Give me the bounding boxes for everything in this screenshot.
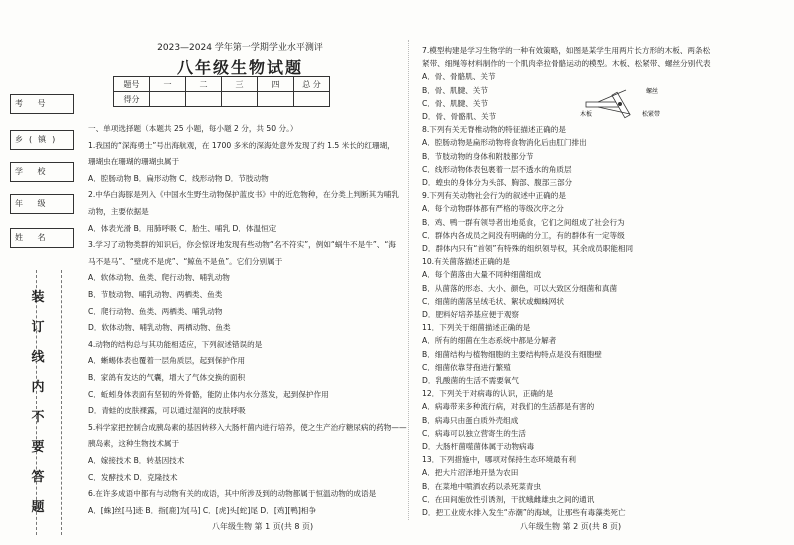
score-cell[interactable] xyxy=(222,92,258,107)
question-line: 11．下列关于细菌描述正确的是 xyxy=(422,323,531,333)
question-line: D．青蛙的皮肤裸露，可以通过湿润的皮肤呼吸 xyxy=(88,406,246,416)
question-line: A．腔肠动物是扁形动物将食物消化后由肛门排出 xyxy=(422,138,587,148)
question-line: A．把大片沼泽地开垦为农田 xyxy=(422,468,519,478)
question-line: 7.模型构建是学习生物学的一种有效策略，如图是某学生用两片长方形的木板、两条松 xyxy=(422,46,711,55)
question-line: C．发酵技术 D．克隆技术 xyxy=(88,472,178,482)
question-line: B．家鸽有发达的气囊，增大了气体交换的面积 xyxy=(88,373,246,382)
question-line: C．细菌的菌落呈绒毛状、絮状或蜘蛛网状 xyxy=(422,296,564,306)
seal-char: 内 xyxy=(31,380,45,395)
grade-label: 年 级 xyxy=(15,199,52,208)
question-line: D．软体动物、哺乳动物、两栖动物、鱼类 xyxy=(88,323,231,333)
label-screw: 螺丝 xyxy=(646,88,659,95)
question-line: C．爬行动物、鱼类、两栖类、哺乳动物 xyxy=(88,306,223,316)
muscle-model-diagram xyxy=(580,86,670,120)
score-table-header-row xyxy=(114,77,330,92)
question-line: B．病毒只由蛋白质外壳组成 xyxy=(422,415,519,425)
question-line: 2.中华白海豚是列入《中国水生野生动物保护蓝皮书》中的近危物种，在分类上判断其为哺乳 xyxy=(88,190,399,200)
question-line: C．在田间施放性引诱剂，干扰蛾雌雄虫之间的通讯 xyxy=(422,494,595,504)
question-line: D．群体内只有“首领”有特殊的组织领导权，其余成员职能相同 xyxy=(422,244,634,253)
score-cell[interactable] xyxy=(186,92,222,107)
score-cell[interactable] xyxy=(294,92,330,107)
question-line: A．嫁接技术 B．转基因技术 xyxy=(88,456,185,465)
exam-number-field[interactable] xyxy=(10,94,74,114)
question-line: A．病毒带来多种流行病，对我们的生活都是有害的 xyxy=(422,402,595,412)
question-line: 12．下列关于对病毒的认识，正确的是 xyxy=(422,389,554,399)
question-line: 9.下列有关动物社会行为的叙述中正确的是 xyxy=(422,191,566,201)
question-line: 动物，主要依据是 xyxy=(88,207,149,216)
question-line: B．节肢动物、哺乳动物、两栖类、鱼类 xyxy=(88,290,223,299)
question-line: 胰岛素，这种生物技术属于 xyxy=(88,439,180,449)
seal-char: 要 xyxy=(31,440,45,455)
question-line: C．蚯蚓身体表面有坚韧的外骨骼，能防止体内水分蒸发，起到保护作用 xyxy=(88,389,329,399)
question-line: B．骨、肌腱、关节 xyxy=(422,85,488,95)
question-line: D．把工业废水排入发生“赤潮”的海域，让那些有毒藻类死亡 xyxy=(422,508,626,517)
score-cell[interactable] xyxy=(150,92,186,107)
question-line: C．骨、肌腱、关节 xyxy=(422,98,489,108)
question-line: 13．下列措施中，哪项对保持生态环境最有利 xyxy=(422,455,576,465)
score-label-cell: 得分 xyxy=(114,92,150,107)
question-line: A．每个动物群体都有严格的等级次序之分 xyxy=(422,204,564,214)
question-line: 6.在许多成语中都有与动物有关的成语，其中所涉及到的动物都属于恒温动物的成语是 xyxy=(88,489,377,499)
seal-char: 不 xyxy=(31,410,45,425)
name-label: 姓 名 xyxy=(15,233,52,242)
school-label: 学 校 xyxy=(15,167,52,176)
question-line: D．乳酸菌的生活不需要氧气 xyxy=(422,376,519,385)
seal-char: 装 xyxy=(31,290,45,305)
question-line: B．在菜地中喷洒农药以杀死菜青虫 xyxy=(422,481,542,491)
score-header-cell: 总 分 xyxy=(294,77,330,92)
question-line: 8.下列有关无脊椎动物的特征描述正确的是 xyxy=(422,125,566,135)
grade-field[interactable] xyxy=(10,194,74,214)
exam-number-label: 考 号 xyxy=(15,99,52,108)
township-field[interactable] xyxy=(10,130,74,150)
student-info-sidebar xyxy=(10,90,76,535)
question-line: 紧带、细绳等材料制作的一个肌肉牵拉骨骼运动的模型。木板、松紧带、螺丝分别代表 xyxy=(422,59,711,69)
right-page-footer: 八年级生物 第 2 页(共 8 页) xyxy=(520,522,622,531)
question-line: B．鸡、鸭一群有领导者出地觅食，它们之间组成了社会行为 xyxy=(422,217,625,227)
question-line: B．节肢动物的身体和附肢都分节 xyxy=(422,151,534,161)
question-line: A．[蛛]丝[马]迹 B．指[鹿]为[马] C．[虎]头[蛇]尾 D．[鸡][鸭]相争 xyxy=(88,505,317,515)
question-line: C．线形动物体表包裹着一层不透水的角质层 xyxy=(422,164,572,174)
question-line: 5.科学家把控制合成胰岛素的基因转移入大肠杆菌内进行培养，使之生产治疗糖尿病的药物—— xyxy=(88,422,407,432)
question-line: 4.动物的结构总与其功能相适应，下列叙述错误的是 xyxy=(88,339,263,349)
question-line: A．蜥蜴体表也覆着一层角质层，起到保护作用 xyxy=(88,356,246,366)
question-line: A．腔肠动物 B．扁形动物 C．线形动物 D．节肢动物 xyxy=(88,173,269,183)
score-header-cell: 题号 xyxy=(114,77,150,92)
question-line: D．大肠杆菌噬菌体属于动物病毒 xyxy=(422,442,535,451)
question-line: C．病毒可以独立营寄生的生活 xyxy=(422,428,527,438)
board-lower xyxy=(586,102,620,107)
left-page-footer: 八年级生物 第 1 页(共 8 页) xyxy=(212,522,314,531)
seal-char: 订 xyxy=(31,320,45,335)
seal-char: 题 xyxy=(31,500,45,515)
question-line: A．体表光滑 B．用肺呼吸 C．胎生、哺乳 D．体温恒定 xyxy=(88,223,277,233)
exam-year-line: 2023—2024 学年第一学期学业水平测评 xyxy=(157,43,323,53)
question-line: B．从菌落的形态、大小、颜色，可以大致区分细菌和真菌 xyxy=(422,283,618,293)
question-line: D．蝗虫的身体分为头部、胸部、腹部三部分 xyxy=(422,178,573,187)
question-line: 马不是马”、“壁虎不是虎”、“鲸鱼不是鱼”。它们分别属于 xyxy=(88,256,283,266)
seal-char: 答 xyxy=(31,470,45,485)
column-divider xyxy=(408,40,409,520)
question-line: 珊瑚虫在珊瑚的珊瑚虫属于 xyxy=(88,157,180,167)
question-line: D．骨、骨骼肌、关节 xyxy=(422,112,497,121)
label-board: 木板 xyxy=(580,111,593,118)
screw-icon xyxy=(618,102,622,106)
question-line: 3.学习了动物类群的知识后，你会惊讶地发现有些动物“名不符实”，例如“蜗牛不是牛”、“海 xyxy=(88,240,396,250)
score-header-cell: 四 xyxy=(258,77,294,92)
name-field[interactable] xyxy=(10,228,74,248)
score-table-score-row xyxy=(114,92,330,107)
question-line: A．所有的细菌在生态系统中都是分解者 xyxy=(422,336,557,346)
township-label: 乡(镇) xyxy=(15,135,62,144)
score-header-cell: 二 xyxy=(186,77,222,92)
question-line: C．细菌依靠芽孢进行繁殖 xyxy=(422,362,511,372)
question-line: 1.我国的“深海勇士”号出海航观，在 1700 多米的深海处意外发现了约 1.5 米长的红珊瑚， xyxy=(88,140,395,150)
section-heading: 一、单项选择题（本题共 25 小题，每小题 2 分，共 50 分。） xyxy=(88,124,298,133)
question-line: D．肥料好培养基应便于观察 xyxy=(422,310,519,319)
exam-title: 八年级生物试题 xyxy=(176,58,303,77)
question-line: 10.有关菌落描述正确的是 xyxy=(422,257,511,267)
question-line: A．每个菌落由大量不同种细菌组成 xyxy=(422,270,542,280)
question-line: A．骨、骨骼肌、关节 xyxy=(422,72,496,82)
score-header-cell: 一 xyxy=(150,77,186,92)
seal-notice xyxy=(30,290,46,530)
seal-char: 线 xyxy=(31,350,45,365)
school-field[interactable] xyxy=(10,162,74,182)
question-line: C．群体内各成员之间没有明确的分工，有的群体有一定等级 xyxy=(422,230,625,240)
score-header-cell: 三 xyxy=(222,77,258,92)
label-band: 松紧带 xyxy=(642,111,661,118)
question-line: A．软体动物、鱼类、爬行动物、哺乳动物 xyxy=(88,273,230,283)
question-line: B．细菌结构与植物细胞的主要结构特点是没有细胞壁 xyxy=(422,349,602,359)
score-cell[interactable] xyxy=(258,92,294,107)
score-table xyxy=(113,76,330,107)
